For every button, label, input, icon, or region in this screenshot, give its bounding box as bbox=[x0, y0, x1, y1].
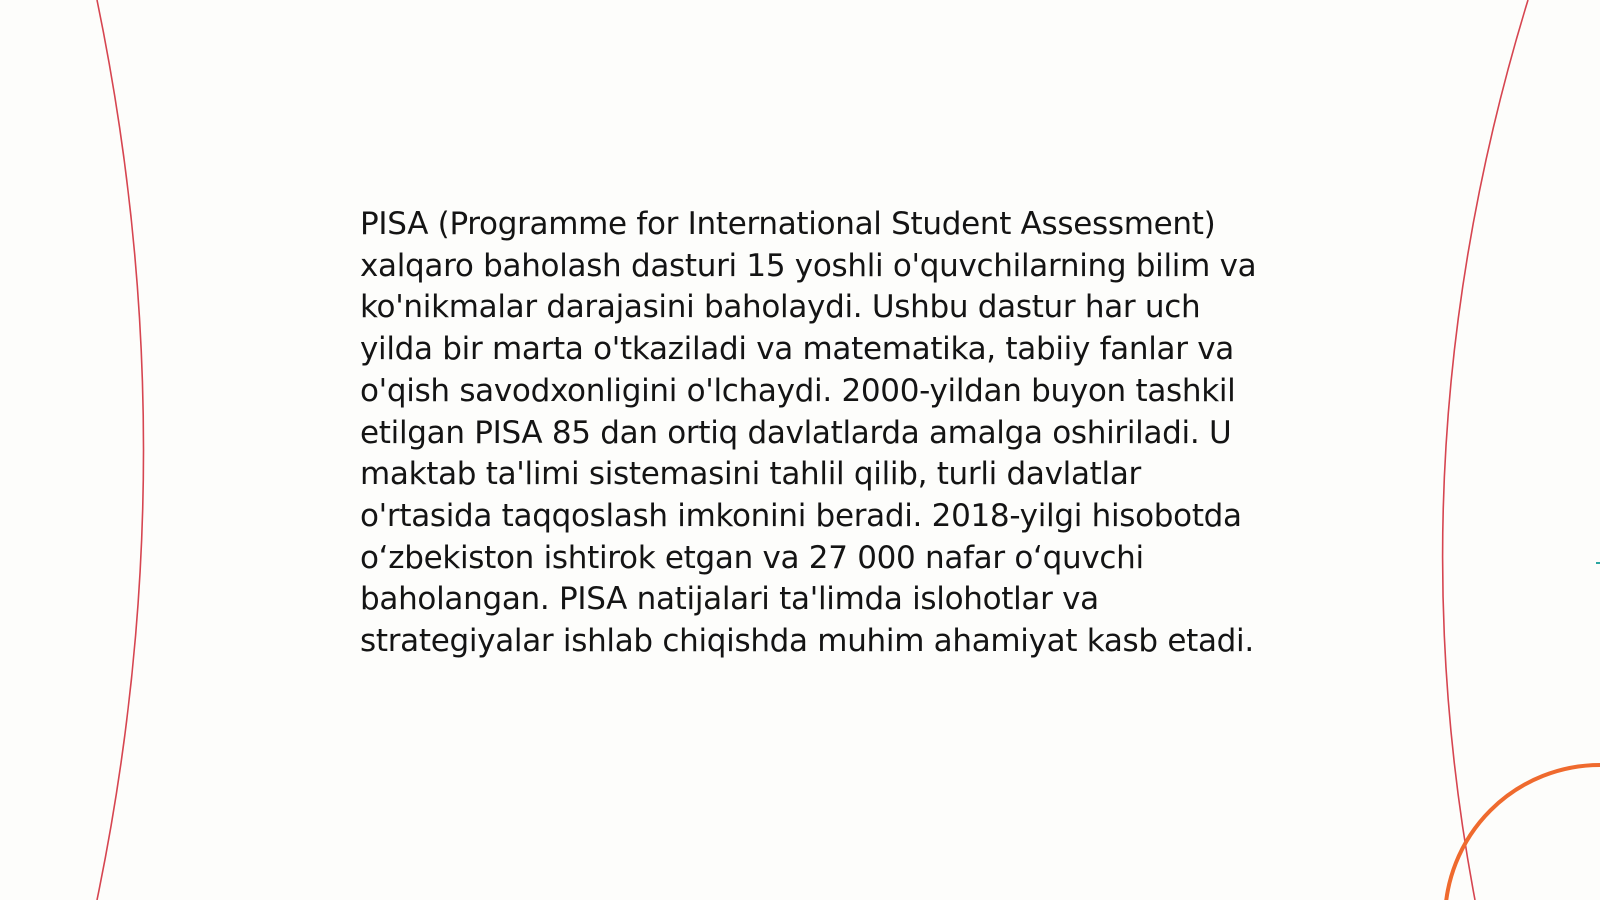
orange-arc bbox=[1445, 765, 1600, 900]
right-red-curve bbox=[1443, 0, 1528, 900]
body-paragraph: PISA (Programme for International Student Assessment) xalqaro baholash dasturi 15 yoshli o'quvchilarning bilim va ko'nikmalar darajasini baholaydi. Ushbu dastur har uch yilda bir marta o'tkaziladi va matematika, tabiiy fanlar va o'qish savodxonligini o'lchaydi. 2000-yildan buyon tashkil etilgan PISA 85 dan ortiq davlatlarda amalga oshiriladi. U maktab ta'limi sistemasini tahlil qilib, turli davlatlar o'rtasida taqqoslash imkonini beradi. 2018-yilgi hisobotda o‘zbekiston ishtirok etgan va 27 000 nafar o‘quvchi baholangan. PISA natijalari ta'limda islohotlar va strategiyalar ishlab chiqishda muhim ahamiyat kasb etadi. bbox=[360, 206, 1257, 660]
left-red-curve bbox=[97, 0, 144, 900]
